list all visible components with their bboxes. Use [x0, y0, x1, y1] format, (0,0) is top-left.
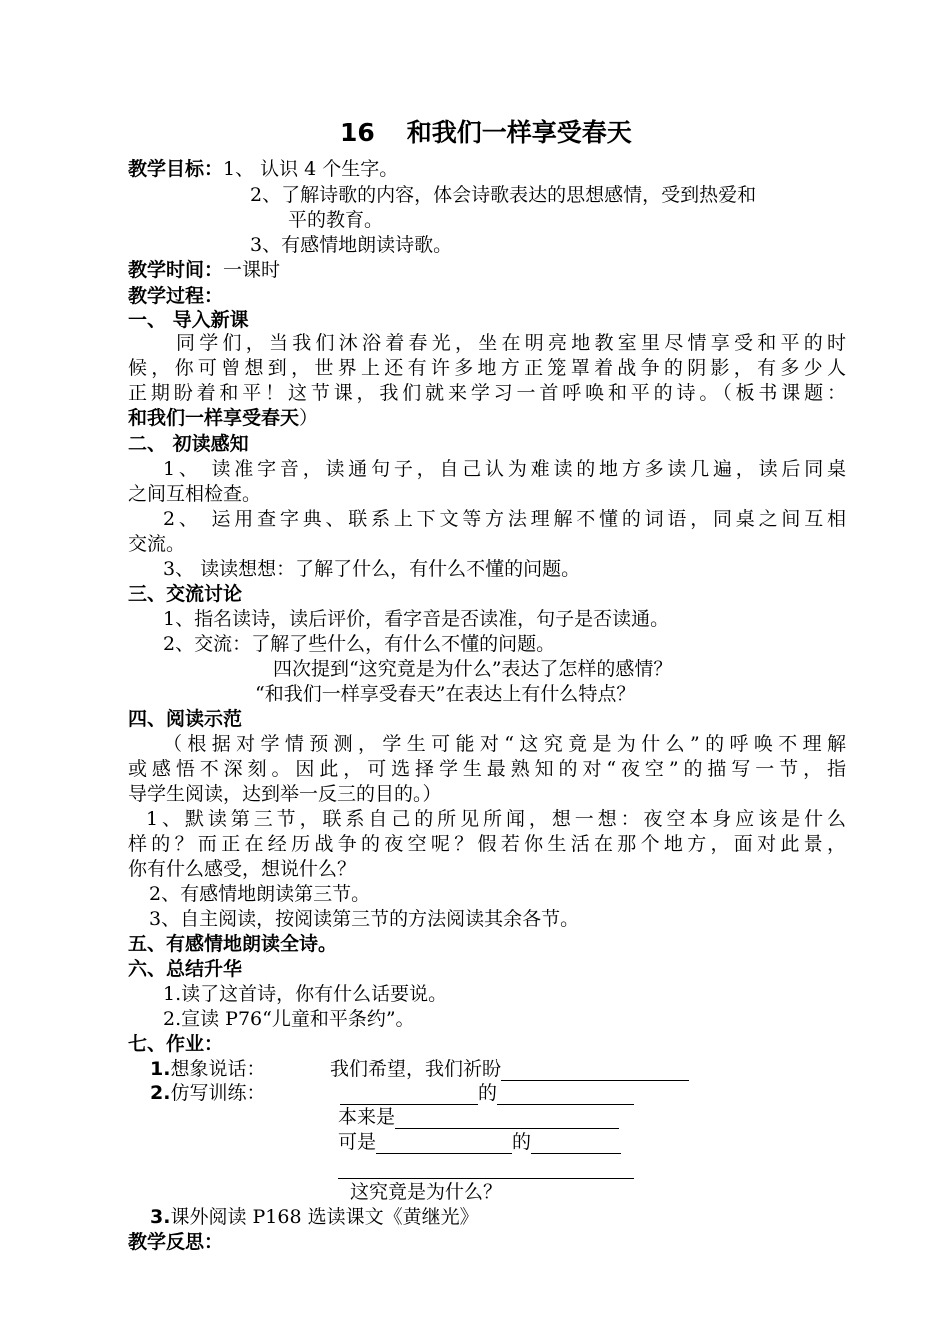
reflection-label: 教学反思：	[128, 1231, 224, 1253]
section-2-item-2a: 2、 运用查字典、联系上下文等方法理解不懂的词语，同桌之间互相	[163, 508, 846, 530]
fill-blank-2f[interactable]	[338, 1158, 634, 1179]
homework-1	[150, 1057, 265, 1081]
imitation-line-4	[338, 1155, 634, 1179]
word-benlaishi: 本来是	[338, 1106, 396, 1128]
goal-2a: 2、了解诗歌的内容，体会诗歌表达的思想感情，受到热爱和	[250, 184, 757, 206]
section-2-heading: 二、 初读感知	[128, 433, 249, 455]
section-3-question-1: 四次提到“这究竟是为什么”表达了怎样的感情？	[273, 658, 673, 680]
goal-2b: 平的教育。	[288, 209, 384, 231]
section-4-para-2: 或感悟不深刻。因此，可选择学生最熟知的对“夜空”的描写一节，指	[128, 758, 846, 780]
homework-2	[150, 1081, 265, 1105]
section-1-para-3: 正期盼着和平！这节课，我们就来学习一首呼唤和平的诗。（板书课题：	[128, 382, 846, 404]
section-3-heading: 三、交流讨论	[128, 583, 243, 605]
section-3-item-1: 1、指名读诗，读后评价，看字音是否读准，句子是否读通。	[163, 608, 670, 630]
homework-1-label: 想象说话：	[170, 1058, 266, 1080]
section-6-heading: 六、总结升华	[128, 958, 243, 980]
fill-blank-1[interactable]	[501, 1060, 689, 1081]
imitation-why: 这究竟是为什么？	[350, 1181, 503, 1203]
section-6-item-1: 1.读了这首诗，你有什么话要说。	[163, 983, 448, 1005]
section-4-item-2: 2、有感情地朗读第三节。	[149, 883, 371, 905]
section-4-item-1b: 样的？而正在经历战争的夜空呢？假若你生活在那个地方，面对此景，	[128, 833, 846, 855]
section-4-item-3: 3、自主阅读，按阅读第三节的方法阅读其余各节。	[149, 908, 580, 930]
goal-3: 3、有感情地朗读诗歌。	[250, 234, 453, 256]
section-1-para-1: 同学们，当我们沐浴着春光，坐在明亮地教室里尽情享受和平的时	[176, 332, 846, 354]
section-4-item-1a: 1、默读第三节，联系自己的所见所闻，想一想：夜空本身应该是什么	[146, 808, 846, 830]
fill-blank-2c[interactable]	[395, 1108, 619, 1129]
time-value: 一课时	[223, 259, 281, 281]
fill-blank-2b[interactable]	[497, 1084, 634, 1105]
section-4-para-1: （根据对学情预测，学生可能对“这究竟是为什么”的呼唤不理解	[163, 733, 846, 755]
board-title: 和我们一样享受春天	[128, 407, 300, 429]
imitation-line-1	[340, 1081, 634, 1105]
lesson-number: 16	[340, 118, 375, 147]
fill-blank-2d[interactable]	[376, 1133, 512, 1154]
homework-1-sentence	[330, 1057, 689, 1081]
homework-1-number: 1.	[150, 1058, 171, 1080]
word-de-2: 的	[512, 1131, 532, 1153]
section-1-para-2: 候，你可曾想到，世界上还有许多地方正笼罩着战争的阴影，有多少人	[128, 357, 846, 379]
homework-2-label: 仿写训练：	[170, 1082, 266, 1104]
process-label: 教学过程：	[128, 285, 224, 307]
section-2-item-2b: 交流。	[128, 533, 186, 555]
time-label: 教学时间：	[128, 259, 224, 281]
imitation-line-3	[338, 1130, 621, 1154]
homework-3	[150, 1205, 479, 1229]
goals-label: 教学目标：	[128, 158, 224, 180]
goal-1: 1、 认识 4 个生字。	[223, 158, 399, 180]
section-1-heading: 一、 导入新课	[128, 309, 249, 331]
imitation-line-2	[338, 1105, 619, 1129]
section-2-item-3: 3、 读读想想：了解了什么，有什么不懂的问题。	[163, 558, 581, 580]
homework-2-number: 2.	[150, 1082, 171, 1104]
homework-3-text: 课外阅读 P168 选读课文《黄继光》	[170, 1206, 479, 1228]
word-keshi: 可是	[338, 1131, 377, 1153]
section-2-item-1a: 1、 读准字音，读通句子，自己认为难读的地方多读几遍，读后同桌	[163, 458, 846, 480]
fill-blank-2a[interactable]	[340, 1084, 478, 1105]
section-5-heading: 五、有感情地朗读全诗。	[128, 933, 338, 955]
goals-line-1	[128, 157, 398, 181]
section-7-heading: 七、作业：	[128, 1033, 224, 1055]
section-4-item-1c: 你有什么感受，想说什么？	[128, 858, 357, 880]
section-6-item-2: 2.宣读 P76“儿童和平条约”。	[163, 1008, 415, 1030]
time-line	[128, 258, 280, 282]
fill-blank-2e[interactable]	[531, 1133, 621, 1154]
homework-3-number: 3.	[150, 1206, 171, 1228]
lesson-title: 和我们一样享受春天	[406, 118, 632, 147]
section-4-para-3: 导学生阅读，达到举一反三的目的。）	[128, 783, 442, 805]
section-3-question-2: “和我们一样享受春天”在表达上有什么特点？	[255, 683, 636, 705]
section-2-item-1b: 之间互相检查。	[128, 483, 262, 505]
board-title-close: ）	[299, 407, 319, 429]
section-3-item-2: 2、交流：了解了些什么，有什么不懂的问题。	[163, 633, 556, 655]
word-de-1: 的	[478, 1082, 498, 1104]
section-4-heading: 四、阅读示范	[128, 708, 243, 730]
homework-1-text: 我们希望，我们祈盼	[330, 1058, 502, 1080]
section-1-para-4	[128, 406, 318, 430]
page-title	[340, 117, 632, 149]
